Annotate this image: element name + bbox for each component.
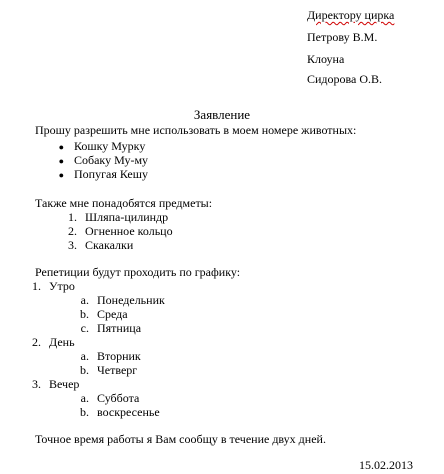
day-label: Пятница xyxy=(97,321,142,335)
document-title: Заявление xyxy=(193,107,251,122)
document-date: 15.02.2013 xyxy=(359,458,413,472)
list-item xyxy=(75,322,141,334)
addressee-director-text: Директору цирка xyxy=(307,8,395,22)
list-item xyxy=(75,392,139,404)
list-item xyxy=(75,406,160,418)
schedule-group xyxy=(27,280,75,292)
list-marker: a. xyxy=(80,293,89,307)
list-item xyxy=(75,308,128,320)
list-marker: a. xyxy=(80,391,89,405)
bullet-icon: ● xyxy=(58,170,64,180)
prop-label: Скакалки xyxy=(85,238,134,252)
list-marker: b. xyxy=(80,405,89,419)
animal-label: Кошку Мурку xyxy=(74,139,146,153)
list-marker: 3. xyxy=(32,377,41,391)
sender-line-name: Сидорова О.В. xyxy=(307,72,383,86)
list-item xyxy=(63,211,168,223)
list-marker: 1. xyxy=(32,279,41,293)
list-marker: c. xyxy=(80,321,89,335)
addressee-line-director xyxy=(307,9,394,21)
list-item xyxy=(63,225,173,237)
list-marker: 2. xyxy=(32,335,41,349)
day-label: Понедельник xyxy=(97,293,165,307)
day-label: Суббота xyxy=(97,391,140,405)
list-item xyxy=(52,154,148,167)
bullet-icon: ● xyxy=(58,142,64,152)
day-label: Четверг xyxy=(97,363,138,377)
list-marker: 3. xyxy=(68,238,77,252)
day-label: воскресенье xyxy=(97,405,160,419)
group-label: Вечер xyxy=(49,377,80,391)
list-marker: 2. xyxy=(68,224,77,238)
list-item xyxy=(52,168,148,181)
day-label: Среда xyxy=(97,307,128,321)
schedule-group xyxy=(27,336,75,348)
sender-line-role: Клоуна xyxy=(307,52,345,66)
addressee-line-name: Петрову В.М. xyxy=(307,30,378,44)
day-label: Вторник xyxy=(97,349,141,363)
props-intro: Также мне понадобятся предметы: xyxy=(35,196,213,210)
list-marker: b. xyxy=(80,307,89,321)
list-marker: b. xyxy=(80,363,89,377)
prop-label: Шляпа-цилиндр xyxy=(85,210,169,224)
list-item xyxy=(75,350,141,362)
closing-text: Точное время работы я Вам сообщу в течение двух дней. xyxy=(35,432,326,446)
schedule-intro: Репетиции будут проходить по графику: xyxy=(35,265,241,279)
list-marker: a. xyxy=(80,349,89,363)
group-label: День xyxy=(49,335,75,349)
animals-intro: Прошу разрешить мне использовать в моем номере животных: xyxy=(35,123,357,137)
prop-label: Огненное кольцо xyxy=(85,224,173,238)
list-item xyxy=(75,364,137,376)
list-item xyxy=(52,140,145,153)
list-marker: 1. xyxy=(68,210,77,224)
bullet-icon: ● xyxy=(58,156,64,166)
group-label: Утро xyxy=(49,279,75,293)
animal-label: Собаку Му-му xyxy=(74,153,149,167)
schedule-group xyxy=(27,378,79,390)
list-item xyxy=(63,239,133,251)
animal-label: Попугая Кешу xyxy=(74,167,148,181)
list-item xyxy=(75,294,165,306)
